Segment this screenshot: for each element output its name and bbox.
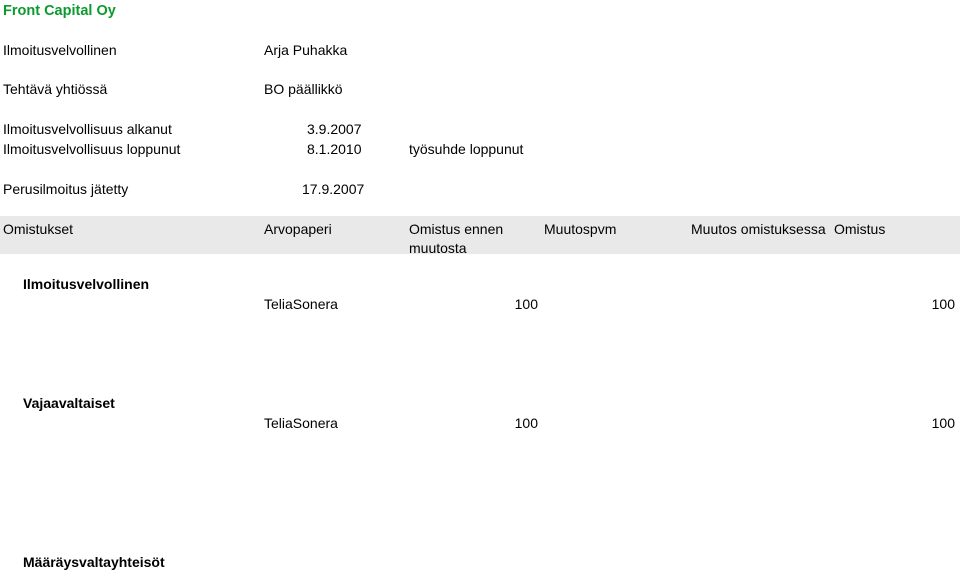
header-omistukset: Omistukset <box>3 221 74 237</box>
tehtava-value: BO päällikkö <box>264 81 343 97</box>
header-arvopaperi: Arvopaperi <box>264 221 332 237</box>
alkanut-label: Ilmoitusvelvollisuus alkanut <box>3 121 172 137</box>
company-name: Front Capital Oy <box>3 3 116 19</box>
perusilmoitus-value: 17.9.2007 <box>302 181 365 197</box>
table-cell-omistus: 100 <box>931 296 955 312</box>
section-title-maaraysvaltayhteisot: Määräysvaltayhteisöt <box>23 554 165 570</box>
ilmoitusvelvollinen-label: Ilmoitusvelvollinen <box>3 42 117 58</box>
header-omistus-ennen-2: muutosta <box>409 240 467 256</box>
table-cell-omistus: 100 <box>931 415 955 431</box>
loppunut-note: työsuhde loppunut <box>409 141 524 157</box>
alkanut-value: 3.9.2007 <box>307 121 362 137</box>
header-muutospvm: Muutospvm <box>544 221 617 237</box>
table-cell-ennen: 100 <box>514 296 538 312</box>
section-title-ilmoitusvelvollinen: Ilmoitusvelvollinen <box>23 276 150 292</box>
tehtava-label: Tehtävä yhtiössä <box>3 81 108 97</box>
header-muutos: Muutos omistuksessa <box>691 221 826 237</box>
perusilmoitus-label: Perusilmoitus jätetty <box>3 181 129 197</box>
table-cell-ennen: 100 <box>514 415 538 431</box>
header-omistus-ennen: Omistus ennen <box>409 221 504 237</box>
loppunut-value: 8.1.2010 <box>307 141 362 157</box>
table-header <box>0 216 960 254</box>
table-cell-arvopaperi: TeliaSonera <box>264 415 338 431</box>
table-cell-arvopaperi: TeliaSonera <box>264 296 338 312</box>
header-omistus: Omistus <box>834 221 886 237</box>
ilmoitusvelvollinen-value: Arja Puhakka <box>264 42 348 58</box>
section-title-vajaavaltaiset: Vajaavaltaiset <box>23 395 115 411</box>
loppunut-label: Ilmoitusvelvollisuus loppunut <box>3 141 181 157</box>
